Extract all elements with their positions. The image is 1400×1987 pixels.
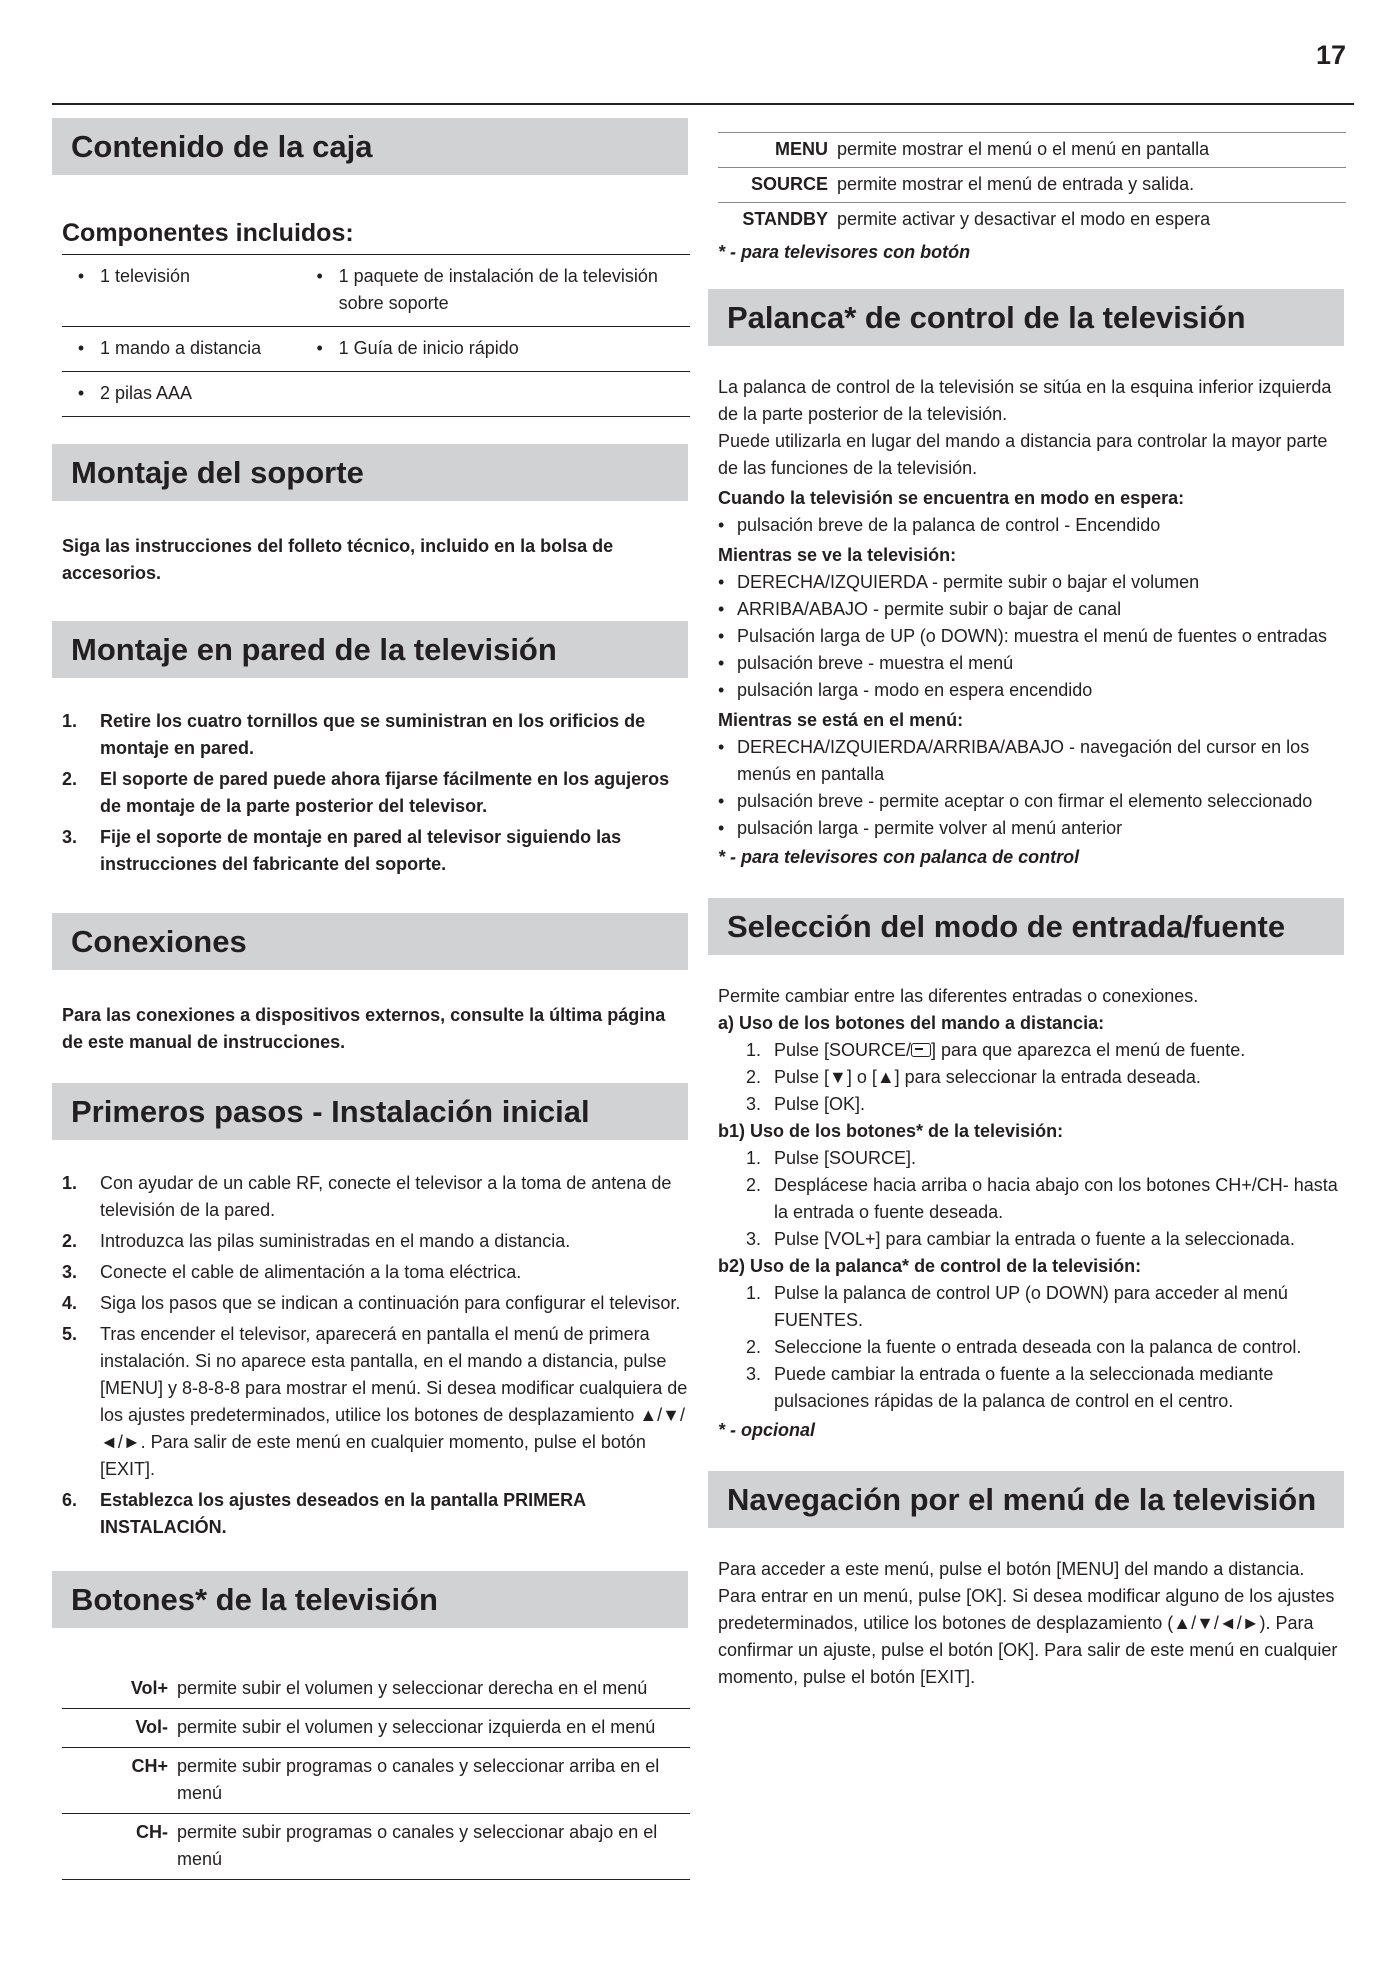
source-text: Permite cambiar entre las diferentes entradas o conexiones. a) Uso de los botones del mando a distancia: 1. Pulse [SOURCE/ ] para que aparezca el menú de fuente. 2. Pulse [▼] o [▲] para seleccionar la entrada deseada. 3. Pulse [OK]. b1) Uso de los botones* de la televisión: 1. Pulse [SOURCE]. 2. Desplácese hacia arriba o hacia abajo con los botones CH+/CH- hasta la entrada o fuente deseada. 3. Pulse [VOL+] para cambiar la entrada o fuente a la seleccionada. b2) Uso de la palanca* de control de la televisión: 1. Pulse la palanca de control UP (o DOWN) para acceder al menú FUENTES. 2. Seleccione la fuente o entrada deseada con la palanca de control. 3. Puede cambiar la entrada o fuente a la seleccionada mediante pulsaciones rápidas de la palanca de control en el centro. [718,983,1346,1415]
table-row: • 1 mando a distancia • 1 Guía de inicio rápido [62,327,690,372]
list-item: 6. Establezca los ajustes deseados en la pantalla PRIMERA INSTALACIÓN. [62,1490,586,1537]
components-table [62,254,690,417]
list-item: 3. Puede cambiar la entrada o fuente a la seleccionada mediante pulsaciones rápidas de la palanca de control en el centro. [746,1364,1274,1411]
table-row: CH+ permite subir programas o canales y seleccionar arriba en el menú [62,1748,690,1814]
top-rule [52,103,1354,105]
button-key: MENU [775,139,828,159]
section-title-stand: Montaje del soporte [52,444,688,501]
wall-mount-steps [62,708,688,878]
list-item: 1. Retire los cuatro tornillos que se suministran en los orificios de montaje en pared. [62,711,646,758]
list-item: • pulsación breve - muestra el menú [718,653,1014,673]
source-icon [911,1043,931,1057]
list-item: • DERECHA/IZQUIERDA - permite subir o bajar el volumen [718,572,1200,592]
section-title-tv-buttons: Botones* de la televisión [52,1571,688,1628]
list-item: 2. Pulse [▼] o [▲] para seleccionar la entrada deseada. [746,1067,1201,1087]
source-footnote: * - opcional [718,1420,816,1440]
tv-buttons-table [62,1670,690,1880]
setup-steps [62,1170,688,1541]
list-item: 3. Conecte el cable de alimentación a la toma eléctrica. [62,1262,522,1282]
button-key: Vol+ [130,1678,168,1698]
left-column [52,118,688,1880]
list-item: 2. Seleccione la fuente o entrada deseada con la palanca de control. [746,1337,1302,1357]
button-key: CH- [136,1822,168,1842]
table-row: • 2 pilas AAA [62,372,690,417]
component-item: 1 mando a distancia [100,338,262,358]
list-item: 3. Pulse [VOL+] para cambiar la entrada o fuente a la seleccionada. [746,1229,1295,1249]
list-item: • pulsación breve - permite aceptar o con firmar el elemento seleccionado [718,791,1313,811]
stand-text: Siga las instrucciones del folleto técnico, incluido en la bolsa de accesorios. [62,536,614,583]
section-title-connections: Conexiones [52,913,688,970]
section-title-source-select: Selección del modo de entrada/fuente [708,898,1344,955]
menu-navigation-text: Para acceder a este menú, pulse el botón [MENU] del mando a distancia. Para entrar en un menú, pulse [OK]. Si desea modificar alguno de los ajustes predeterminados, utilice los botones de desplazamiento (▲/▼/◄/►). Para confirmar un ajuste, pulse el botón [OK]. Para salir de este menú en cualquier momento, pulse el botón [EXIT]. [718,1559,1338,1687]
component-item: 1 paquete de instalación de la televisión sobre soporte [338,266,658,313]
list-item: 3. Fije el soporte de montaje en pared al televisor siguiendo las instrucciones del fabricante del soporte. [62,827,622,874]
component-item: 1 Guía de inicio rápido [338,338,519,358]
component-item: 1 televisión [100,266,191,286]
button-key: CH+ [131,1756,168,1776]
list-item: 3. Pulse [OK]. [746,1094,866,1114]
list-item: • pulsación larga - modo en espera encendido [718,680,1093,700]
list-item: 1. Pulse [SOURCE]. [746,1148,917,1168]
list-item: 1. Con ayudar de un cable RF, conecte el televisor a la toma de antena de televisión de la pared. [62,1173,672,1220]
list-item: • ARRIBA/ABAJO - permite subir o bajar de canal [718,599,1122,619]
list-item: 2. Introduzca las pilas suministradas en el mando a distancia. [62,1231,571,1251]
section-title-wall-mount: Montaje en pared de la televisión [52,621,688,678]
list-item: 5. Tras encender el televisor, aparecerá en pantalla el menú de primera instalación. Si no aparece esta pantalla, en el mando a distancia, pulse [MENU] y 8-8-8-8 para mostrar el menú. Si desea modificar cualquiera de los ajustes predeterminados, utilice los botones de desplazamiento ▲/▼/◄/►. Para salir de este menú en cualquier momento, pulse el botón [EXIT]. [62,1324,688,1479]
right-column [708,132,1344,1691]
list-item: • Pulsación larga de UP (o DOWN): muestra el menú de fuentes o entradas [718,626,1327,646]
buttons-footnote: * - para televisores con botón [718,242,971,262]
connections-text: Para las conexiones a dispositivos externos, consulte la última página de este manual de instrucciones. [62,1005,666,1052]
section-title-menu-navigation: Navegación por el menú de la televisión [708,1471,1344,1528]
table-row: CH- permite subir programas o canales y seleccionar abajo en el menú [62,1814,690,1880]
joystick-footnote: * - para televisores con palanca de control [718,847,1080,867]
list-item: 2. El soporte de pared puede ahora fijarse fácilmente en los agujeros de montaje de la parte posterior del televisor. [62,769,670,816]
components-subtitle: Componentes incluidos: [62,219,354,247]
table-row: • 1 televisión • 1 paquete de instalación de la televisión sobre soporte [62,255,690,327]
list-item: • pulsación breve de la palanca de control - Encendido [718,515,1161,535]
section-title-joystick: Palanca* de control de la televisión [708,289,1344,346]
section-title-initial-setup: Primeros pasos - Instalación inicial [52,1083,688,1140]
table-row: MENU permite mostrar el menú o el menú en pantalla [718,133,1346,168]
component-item: 2 pilas AAA [100,383,193,403]
page-number: 17 [1315,40,1346,70]
list-item: • pulsación larga - permite volver al menú anterior [718,818,1123,838]
tv-buttons-table-cont [718,132,1346,237]
section-title-box-contents: Contenido de la caja [52,118,688,175]
button-key: STANDBY [742,209,828,229]
list-item: 1. Pulse [SOURCE/ ] para que aparezca el menú de fuente. [746,1040,1246,1060]
list-item: 4. Siga los pasos que se indican a continuación para configurar el televisor. [62,1293,681,1313]
joystick-text: La palanca de control de la televisión se sitúa en la esquina inferior izquierda de la parte posterior de la televisión. Puede utilizarla en lugar del mando a distancia para controlar la mayor parte de las funciones de la televisión. Cuando la televisión se encuentra en modo en espera: • pulsación breve de la palanca de control - Encendido Mientras se ve la televisión: • DERECHA/IZQUIERDA - permite subir o bajar el volumen • ARRIBA/ABAJO - permite subir o bajar de canal • Pulsación larga de UP (o DOWN): muestra el menú de fuentes o entradas • pulsación breve - muestra el menú • pulsación larga - modo en espera encendido Mientras se está en el menú: • DERECHA/IZQUIERDA/ARRIBA/ABAJO - navegación del cursor en los menús en pantalla • pulsación breve - permite aceptar o con firmar el elemento seleccionado • pulsación larga - permite volver al menú anterior [718,374,1346,842]
table-row: STANDBY permite activar y desactivar el modo en espera [718,203,1346,237]
table-row: Vol+ permite subir el volumen y seleccionar derecha en el menú [62,1670,690,1709]
button-key: Vol- [135,1717,168,1737]
list-item: • DERECHA/IZQUIERDA/ARRIBA/ABAJO - navegación del cursor en los menús en pantalla [718,737,1310,784]
button-key: SOURCE [750,174,828,194]
table-row: SOURCE permite mostrar el menú de entrada y salida. [718,168,1346,203]
list-item: 2. Desplácese hacia arriba o hacia abajo con los botones CH+/CH- hasta la entrada o fuente deseada. [746,1175,1338,1222]
list-item: 1. Pulse la palanca de control UP (o DOWN) para acceder al menú FUENTES. [746,1283,1288,1330]
table-row: Vol- permite subir el volumen y seleccionar izquierda en el menú [62,1709,690,1748]
